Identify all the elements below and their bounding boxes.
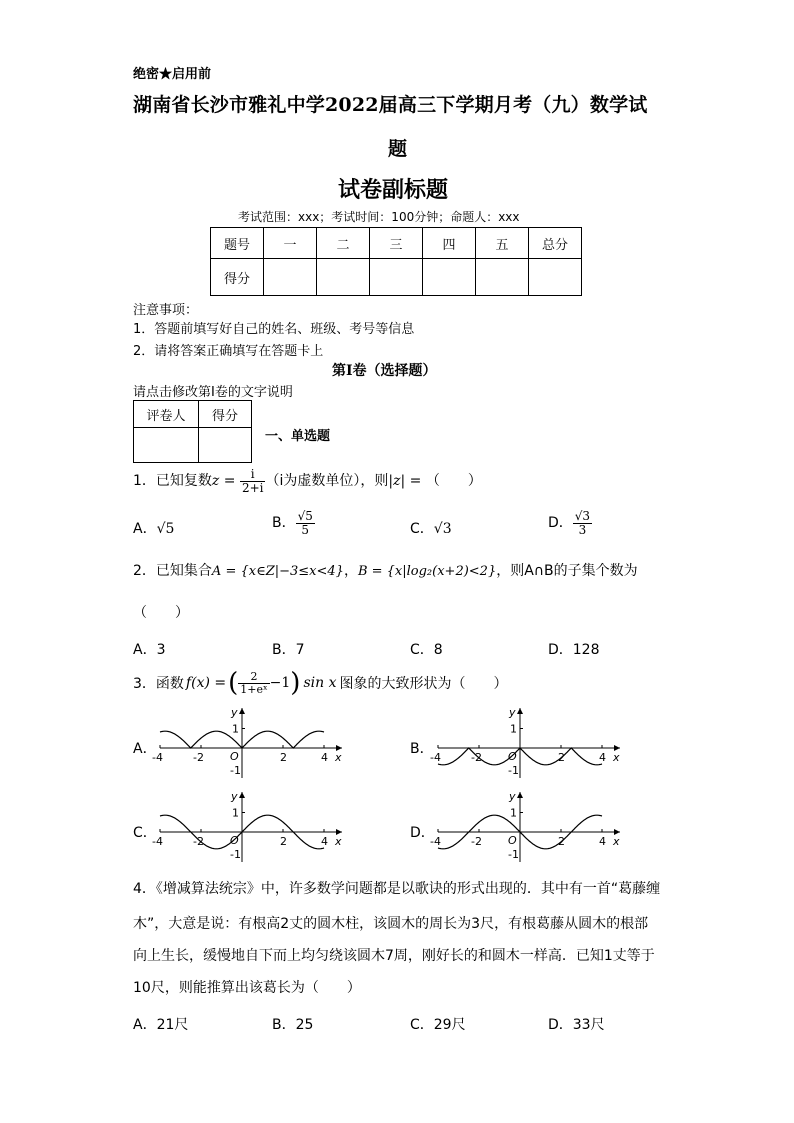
q3-pre: 3．函数 (133, 676, 184, 692)
tick-label-2: 2 (280, 835, 287, 848)
score-input-cell[interactable] (370, 259, 423, 296)
y-label: y (509, 790, 516, 803)
frac-num: √3 (574, 509, 591, 523)
q4-line: 向上生长，缓慢地自下而上均匀绕该圆木7周，刚好长的和圆木一样高．已知1丈等于 (133, 948, 655, 964)
q1-var: z (211, 473, 220, 490)
q1-option-d[interactable] (548, 510, 592, 536)
score-input-cell[interactable] (423, 259, 476, 296)
q4-line: 木”，大意是说：有根高2丈的圆木柱，该圆木的周长为3尺，有根葛藤从圆木的根部 (133, 916, 649, 932)
q3-option-b[interactable]: B． (410, 741, 434, 757)
reviewer-table (133, 400, 252, 463)
y-label: y (231, 706, 238, 719)
option-fraction (296, 510, 315, 536)
q3-post: 图象的大致形状为（ ） (339, 676, 508, 692)
exam-info: 考试范围：xxx；考试时间：100分钟；命题人：xxx (238, 210, 520, 224)
tick-label-neg1: -1 (230, 764, 241, 777)
q3-den: 1+eˣ (240, 682, 268, 696)
q2-set-a: A = {x∈Z|−3≤x<4} (211, 564, 344, 579)
q2-post: ，则A∩B的子集个数为 (496, 563, 638, 579)
origin-label: O (230, 834, 239, 847)
reviewer-score-cell[interactable] (199, 428, 252, 463)
q3-sinx: sin x (303, 675, 337, 691)
score-header-cell: 题号 (211, 228, 264, 259)
q1-post: = （ ） (405, 473, 482, 490)
frac-num: √5 (297, 509, 313, 523)
q4-option-c[interactable]: C．29尺 (410, 1017, 466, 1033)
score-input-cell[interactable] (264, 259, 317, 296)
y-label: y (509, 706, 516, 719)
q1-pre: 1．已知复数 (133, 473, 212, 490)
section-title: 第I卷（选择题） (332, 363, 437, 379)
tick-label-neg2: -2 (471, 835, 482, 848)
option-label: D． (548, 515, 573, 532)
q2-paren: （ ） (133, 605, 189, 621)
q2-sep: ， (343, 563, 358, 579)
page-title-line1: 湖南省长沙市雅礼中学2022届高三下学期月考（九）数学试 (133, 94, 648, 116)
reviewer-label: 评卷人 (134, 401, 199, 428)
q1-frac-den: 2+i (241, 480, 264, 495)
frac-den: 5 (301, 522, 310, 537)
option-label: B． (272, 515, 296, 532)
score-input-cell[interactable] (529, 259, 582, 296)
tick-label-neg2: -2 (193, 835, 204, 848)
question-1-stem (133, 468, 482, 494)
y-axis-arrow (239, 708, 245, 714)
tick-label-4: 4 (321, 751, 328, 764)
y-axis-arrow (517, 708, 523, 714)
origin-label: O (508, 750, 517, 763)
q3-option-a[interactable]: A． (133, 741, 157, 757)
notes-item: 1．答题前填写好自己的姓名、班级、考号等信息 (133, 322, 415, 337)
q3-option-c[interactable]: C． (133, 825, 157, 841)
tick-label-4: 4 (599, 835, 606, 848)
graph-c[interactable] (152, 788, 352, 866)
frac-den: 3 (578, 522, 587, 537)
q1-option-c[interactable] (410, 518, 452, 538)
part-title: 一、单选题 (265, 429, 331, 444)
option-fraction (573, 510, 592, 536)
section-instruction[interactable]: 请点击修改第I卷的文字说明 (133, 385, 293, 400)
q3-minus1: −1 (269, 675, 291, 691)
tick-label-neg1: -1 (508, 764, 519, 777)
y-label: y (231, 790, 238, 803)
q2-option-b[interactable]: B．7 (272, 642, 305, 658)
score-row-label: 得分 (211, 259, 264, 296)
q3-fraction (238, 671, 269, 695)
q3-lparen: ( (228, 668, 239, 698)
origin-label: O (230, 750, 239, 763)
notes-item: 2．请将答案正确填写在答题卡上 (133, 344, 324, 359)
q3-fx: f(x) = (185, 675, 227, 691)
option-label: C． (410, 521, 434, 537)
tick-label-2: 2 (558, 835, 565, 848)
tick-label-1: 1 (510, 722, 517, 736)
score-header-cell: 三 (370, 228, 423, 259)
score-header-cell: 四 (423, 228, 476, 259)
q2-set-b: B = {x|log₂(x+2)<2} (357, 564, 497, 579)
option-label: A． (133, 521, 157, 537)
q1-option-b[interactable] (272, 510, 315, 536)
q3-num: 2 (238, 671, 269, 684)
tick-label-neg2: -2 (193, 751, 204, 764)
graph-d[interactable] (430, 788, 630, 866)
y-axis-arrow (239, 792, 245, 798)
q4-option-b[interactable]: B．25 (272, 1017, 314, 1033)
tick-label-1: 1 (510, 806, 517, 820)
q1-fraction (240, 468, 266, 494)
notes-heading: 注意事项： (133, 303, 199, 318)
q4-line: 4．《增减算法统宗》中，许多数学问题都是以歌诀的形式出现的．其中有一首“葛藤缠 (133, 881, 661, 897)
tick-label-1: 1 (232, 722, 239, 736)
graph-a[interactable] (152, 704, 352, 782)
x-label: x (613, 835, 620, 848)
q3-option-d[interactable]: D． (410, 825, 435, 841)
x-label: x (613, 751, 620, 764)
page-subtitle: 试卷副标题 (338, 177, 449, 203)
x-label: x (335, 751, 342, 764)
q2-option-c[interactable]: C．8 (410, 642, 443, 658)
reviewer-score-label: 得分 (199, 401, 252, 428)
reviewer-cell[interactable] (134, 428, 199, 463)
tick-label-2: 2 (280, 751, 287, 764)
y-axis-arrow (517, 792, 523, 798)
tick-label-neg1: -1 (230, 848, 241, 861)
score-table (210, 227, 582, 296)
tick-label-neg4: -4 (430, 835, 441, 848)
q1-option-a[interactable] (133, 518, 174, 538)
q4-option-a[interactable]: A．21尺 (133, 1017, 189, 1033)
score-input-cell[interactable] (476, 259, 529, 296)
q3-rparen: ) (290, 668, 301, 698)
option-value: √3 (433, 521, 452, 537)
tick-label-1: 1 (232, 806, 239, 820)
x-label: x (335, 835, 342, 848)
tick-label-4: 4 (599, 751, 606, 764)
option-value: √5 (156, 521, 175, 537)
tick-label-4: 4 (321, 835, 328, 848)
score-header-cell: 五 (476, 228, 529, 259)
q1-frac-num: i (240, 468, 266, 482)
tick-label-neg1: -1 (508, 848, 519, 861)
q4-line: 10尺，则能推算出该葛长为（ ） (133, 980, 361, 996)
page-title-line2: 题 (388, 138, 408, 160)
score-header-cell: 一 (264, 228, 317, 259)
q1-eq: = (219, 473, 240, 490)
q1-abs: |z| (388, 473, 406, 490)
q2-option-a[interactable]: A．3 (133, 642, 166, 658)
tick-label-neg4: -4 (430, 751, 441, 764)
tick-label-neg4: -4 (152, 835, 163, 848)
tick-label-neg4: -4 (152, 751, 163, 764)
graph-b[interactable] (430, 704, 630, 782)
question-3-stem (133, 668, 507, 698)
q2-option-d[interactable]: D．128 (548, 642, 600, 658)
tick-label-neg2: -2 (471, 751, 482, 764)
q4-option-d[interactable]: D．33尺 (548, 1017, 605, 1033)
secret-label: 绝密★启用前 (133, 67, 212, 82)
tick-label-2: 2 (558, 751, 565, 764)
q1-mid: （i为虚数单位），则 (265, 473, 389, 490)
q2-pre: 2．已知集合 (133, 563, 212, 579)
score-header-cell: 二 (317, 228, 370, 259)
origin-label: O (508, 834, 517, 847)
score-input-cell[interactable] (317, 259, 370, 296)
score-header-cell: 总分 (529, 228, 582, 259)
question-2-stem (133, 560, 638, 580)
